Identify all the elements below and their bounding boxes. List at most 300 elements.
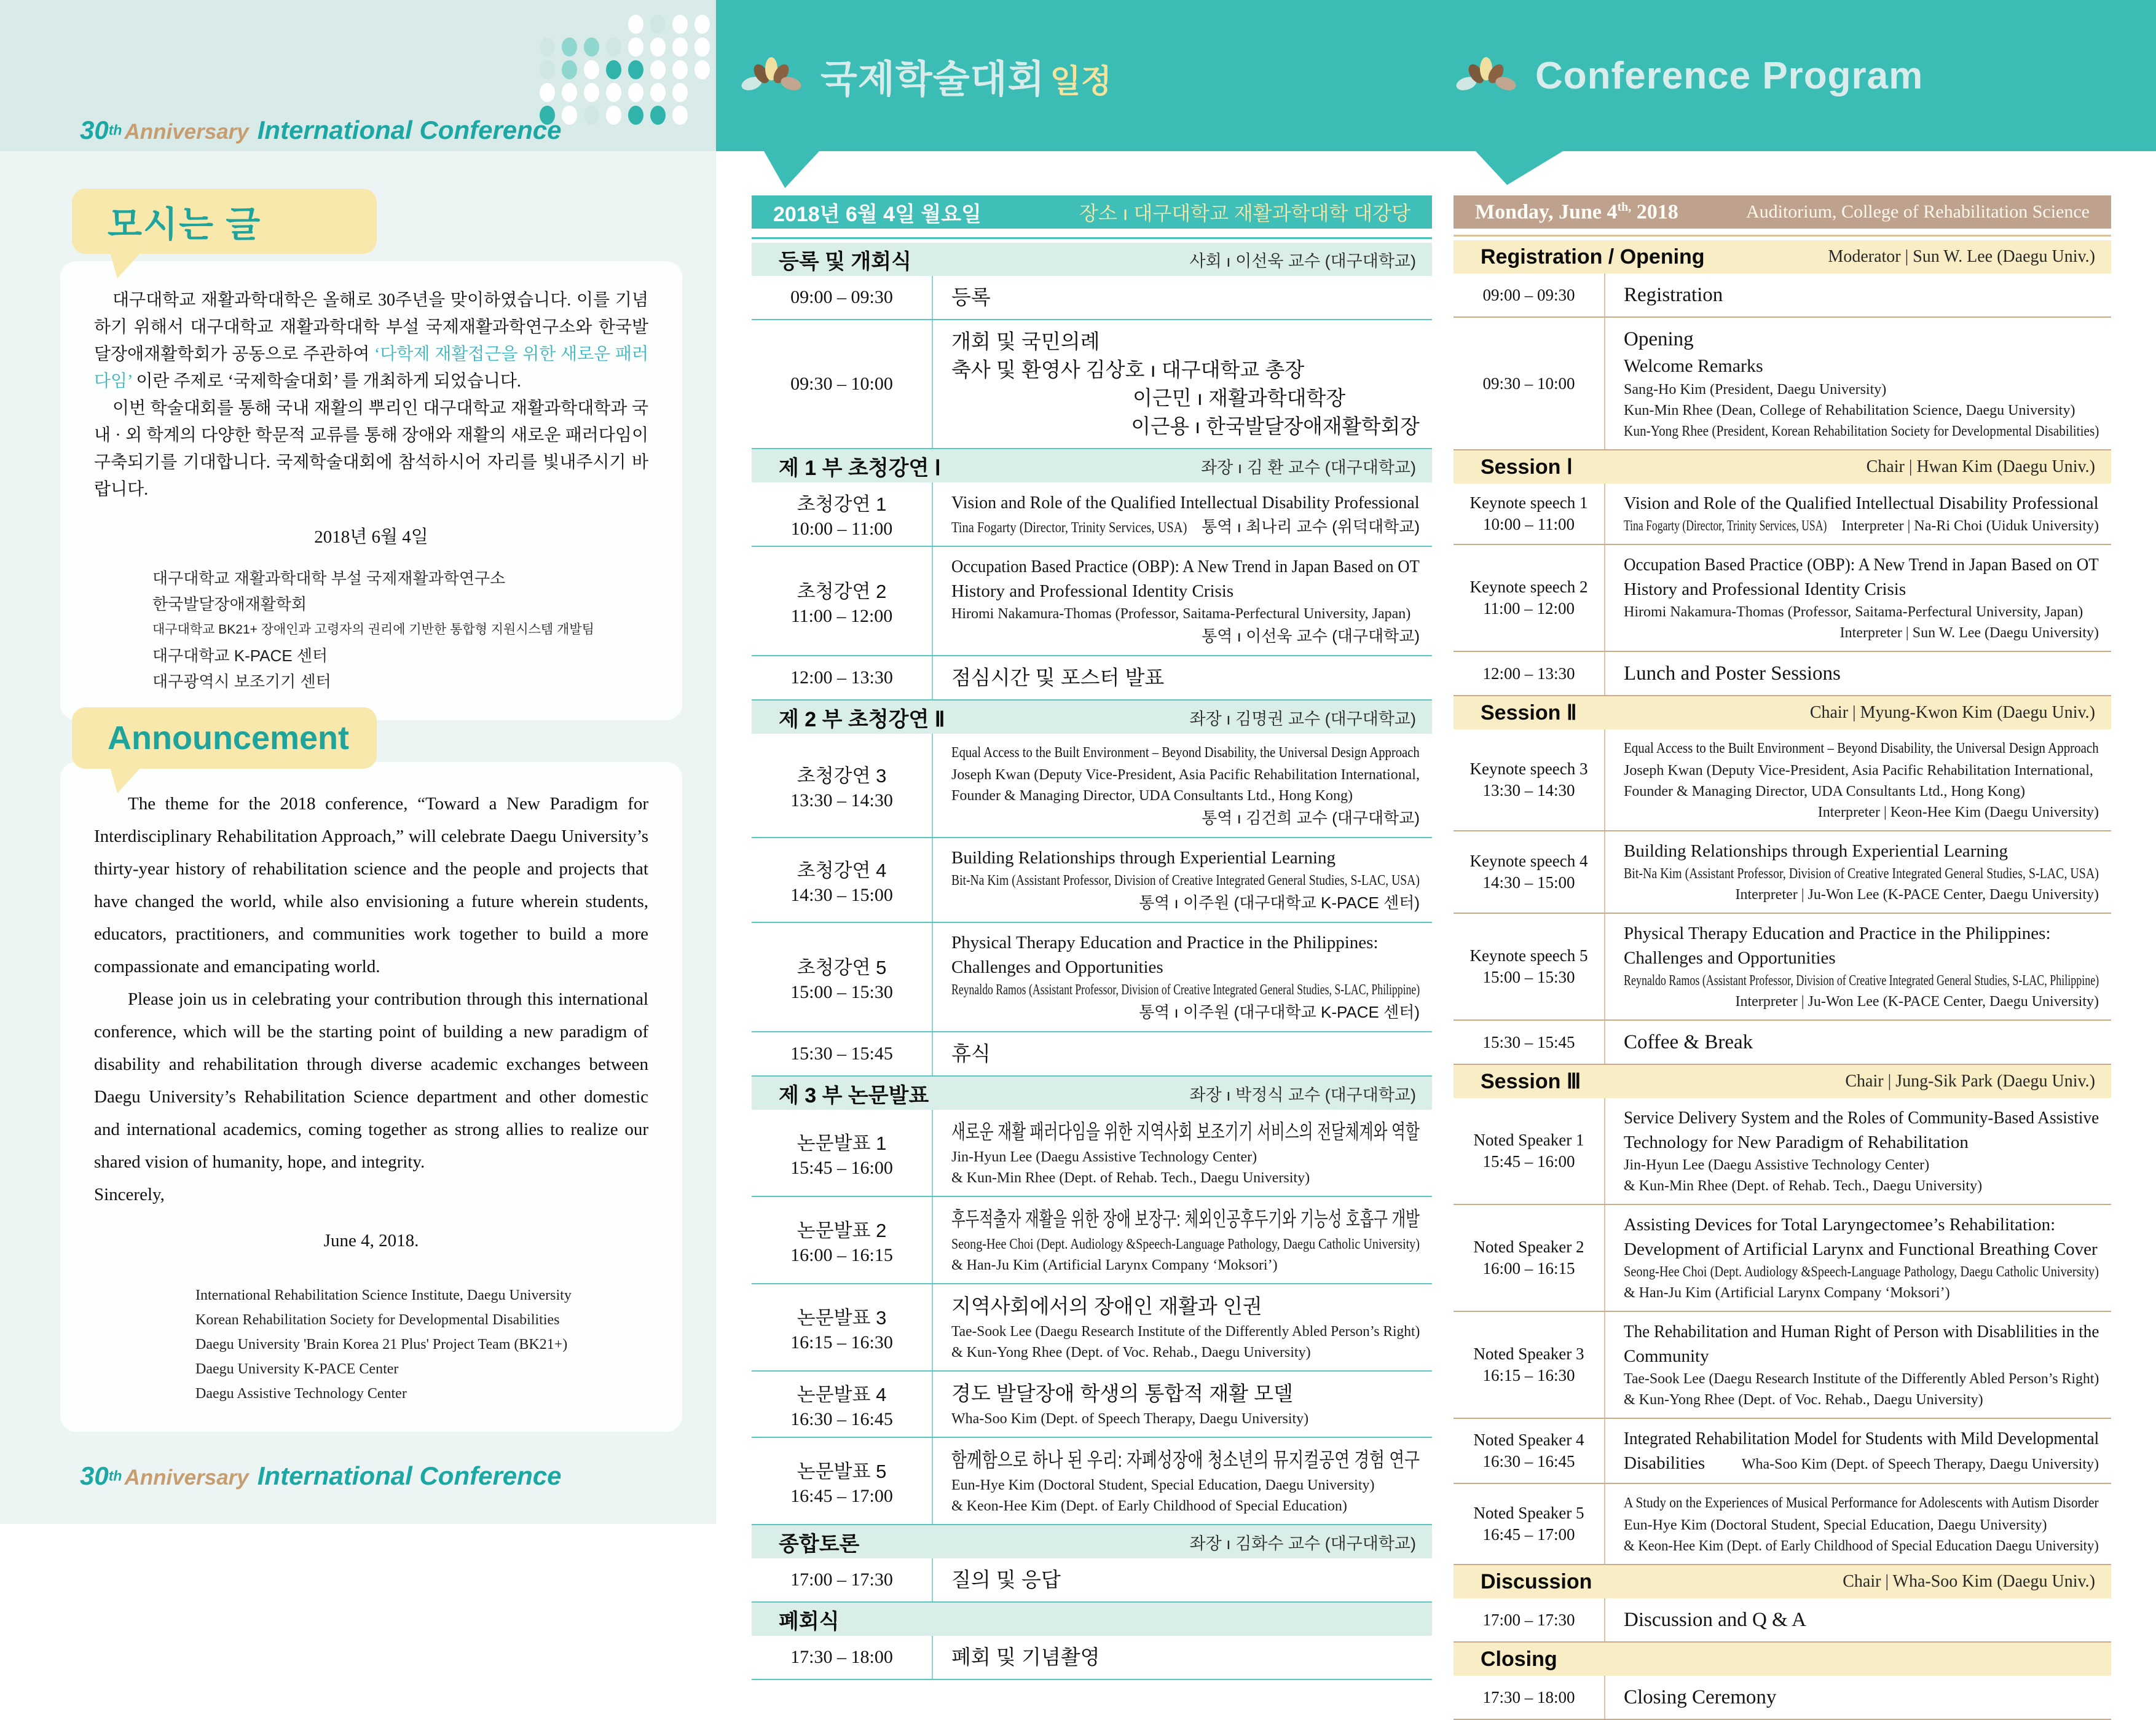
time-cell [752,1636,932,1679]
time-cell [752,656,932,699]
banner-tail-right [1476,151,1563,185]
time-cell [752,1558,932,1601]
schedule-row [752,1032,1432,1077]
row-time: 10:00 – 11:00 [790,519,893,539]
row-time: 09:00 – 09:30 [1482,285,1575,304]
section-label: Session Ⅰ [1481,455,1573,479]
content-cell [1604,1598,2111,1641]
section-chair-note: Chair | Wha-Soo Kim (Daegu Univ.) [1843,1572,2095,1591]
content-cell [1604,1676,2111,1719]
time-cell [752,1284,932,1370]
schedule-row [1454,545,2111,652]
schedule-line: Opening [1624,328,1694,350]
schedule-row [752,1636,1432,1680]
organization-line: International Rehabilitation Science Institute, Daegu University [195,1287,572,1303]
schedule-row [752,838,1432,923]
schedule-line: Interpreter | Keon-Hee Kim (Daegu University) [1817,804,2099,820]
content-cell [1604,1205,2111,1311]
row-time: 15:45 – 16:00 [1482,1152,1575,1171]
row-label: 논문발표 3 [797,1306,887,1329]
section-chair-note: Chair | Myung-Kwon Kim (Daegu Univ.) [1809,703,2095,722]
schedule-line: Joseph Kwan (Deputy Vice-President, Asia Pacific Rehabilitation International, [1624,763,2093,779]
schedule-section-header [1454,1643,2111,1676]
content-cell [1604,1419,2111,1483]
brand-th: th [108,1467,122,1484]
content-cell [1604,1312,2111,1418]
schedule-row [752,482,1432,547]
schedule-line: Kun-Yong Rhee (President, Korean Rehabilitation Society for Developmental Disabilities) [1624,423,2099,439]
schedule-line: 후두적출자 재활을 위한 장애 보장구: 체외인공후두기와 기능성 호흡구 개발 [951,1208,1420,1230]
schedule-row [1454,1021,2111,1065]
brand-header [80,116,562,145]
invitation-title: 모시는 글 [108,205,262,245]
schedule-line: Challenges and Opportunities [1624,948,1836,968]
schedule-line: Eun-Hye Kim (Doctoral Student, Special Education, Daegu University) [951,1477,1375,1493]
brand-footer [80,1461,562,1491]
english-program-banner [1455,0,1923,151]
announcement-title: Announcement [108,720,350,756]
schedule-row [752,1558,1432,1603]
organization-line: 대구광역시 보조기기 센터 [152,672,331,691]
dot [694,60,710,79]
schedule-line: Reynaldo Ramos (Assistant Professor, Division of Creative Integrated General Studies, S-LAC, Philippine) [951,982,1420,998]
content-cell [932,838,1432,922]
row-label: 초청강연 3 [797,764,887,787]
schedule-line: 이근용 ı 한국발달장애재활학회장 [1131,415,1420,438]
schedule-line: Interpreter | Ju-Won Lee (K-PACE Center, Daegu University) [1735,887,2099,903]
line-right-note: Wha-Soo Kim (Dept. of Speech Therapy, Daegu University) [1741,1456,2099,1472]
schedule-line: Sang-Ho Kim (President, Daegu University) [1624,382,1887,398]
korean-banner-accent: 일정 [1050,63,1112,100]
schedule-section-header [752,1603,1432,1636]
schedule-row [1454,914,2111,1021]
schedule-line: Closing Ceremony [1624,1686,1777,1708]
schedule-line: Lunch and Poster Sessions [1624,662,1841,685]
line-right-note: 통역 ı 최나리 교수 (위덕대학교) [1202,517,1420,536]
row-time: 16:15 – 16:30 [1482,1366,1575,1384]
row-time: 16:15 – 16:30 [790,1332,893,1353]
schedule-line: Occupation Based Practice (OBP): A New Trend in Japan Based on OT [1624,555,2099,575]
english-banner-title: Conference Program [1535,54,1924,97]
schedule-line: History and Professional Identity Crisis [1624,579,1906,599]
dot [628,15,643,34]
schedule-section-header [752,1077,1432,1110]
time-cell [1454,1205,1604,1311]
time-cell [752,1032,932,1075]
schedule-line: Welcome Remarks [1624,356,1763,376]
schedule-line: & Kun-Yong Rhee (Dept. of Voc. Rehab., Daegu University) [951,1345,1311,1361]
schedule-row [1454,1598,2111,1643]
schedule-row [1454,273,2111,318]
schedule-row [1454,1312,2111,1419]
schedule-row [752,1284,1432,1372]
dot [650,106,666,125]
content-cell [932,482,1432,546]
brand-anniversary: Anniversary [124,1466,249,1490]
schedule-line: 경도 발달장애 학생의 통합적 재활 모델 [951,1382,1293,1405]
schedule-line: Equal Access to the Built Environment – Beyond Disability, the Universal Design Approach [951,745,1420,761]
dot [672,60,688,79]
row-time: 17:30 – 18:00 [1482,1687,1575,1706]
schedule-line [1624,1451,2099,1475]
schedule-line: 개회 및 국민의례 [951,330,1100,353]
schedule-line: Building Relationships through Experiential Learning [951,848,1336,868]
schedule-line: & Kun-Min Rhee (Dept. of Rehab. Tech., Daegu University) [1624,1178,1983,1194]
invitation-host-organizations [152,565,648,694]
dot [650,37,666,57]
section-label: Registration / Opening [1481,245,1705,269]
row-label: Noted Speaker 4 [1473,1431,1584,1449]
row-label: Keynote speech 1 [1469,493,1588,512]
schedule-row [752,1372,1432,1438]
schedule-row [1454,484,2111,545]
dot [606,83,621,102]
row-time: 09:30 – 10:00 [790,374,893,394]
schedule-line: Occupation Based Practice (OBP): A New Trend in Japan Based on OT [951,557,1420,576]
schedule-section-header [1454,1565,2111,1598]
dot [628,83,643,102]
flower-leaf-icon [1455,55,1517,96]
announcement-sincerely: Sincerely, [94,1185,165,1204]
dot [562,37,577,57]
schedule-line: Equal Access to the Built Environment – Beyond Disability, the Universal Design Approach [1624,740,2099,756]
time-cell [752,734,932,837]
organization-line: 대구대학교 BK21+ 장애인과 고령자의 권리에 기반한 통합형 지원시스템 개발팀 [152,622,594,637]
invitation-date: 2018년 6월 4일 [314,527,428,547]
english-date: Monday, June $4^{th,}$ 2018 [1475,200,1678,224]
schedule-row [1454,1205,2111,1312]
schedule-line: 축사 및 환영사 김상호 ı 대구대학교 총장 [951,358,1305,381]
dot [562,83,577,102]
dot [694,15,710,34]
row-time: 15:30 – 15:45 [1482,1032,1575,1051]
line-text: Tina Fogarty (Director, Trinity Services, USA) [1624,518,1827,534]
time-cell [752,838,932,922]
schedule-line: Kun-Min Rhee (Dean, College of Rehabilitation Science, Daegu University) [1624,403,2075,418]
schedule-line: Community [1624,1346,1709,1366]
schedule-line: Physical Therapy Education and Practice in the Philippines: [951,933,1379,952]
content-cell [1604,545,2111,651]
schedule-row [1454,1676,2111,1720]
schedule-section-header [1454,450,2111,484]
organization-line: 대구대학교 K-PACE 센터 [152,646,328,665]
row-time: 16:00 – 16:15 [1482,1259,1575,1278]
korean-schedule-banner [741,0,1112,151]
schedule-row [1454,831,2111,914]
schedule-row [752,276,1432,320]
schedule-line: Technology for New Paradigm of Rehabilitation [1624,1133,1969,1152]
content-cell [932,1438,1432,1524]
content-cell [932,1372,1432,1437]
row-time: 15:00 – 15:30 [790,981,893,1002]
brand-title: International Conference [257,116,562,144]
row-time: 14:30 – 15:00 [790,884,893,905]
content-cell [932,656,1432,699]
invitation-p1-pre: 대구대학교 재활과학대학은 올해로 30주년을 맞이하였습니다. 이를 기념하기 위해서 대구대학교 재활과학대학 부설 국제재활과학연구소와 한국발달장애재활학회가 공동으로 주관하여 [94,291,648,364]
section-label: Discussion [1481,1569,1592,1593]
content-cell [932,1636,1432,1679]
section-chair-note: Chair | Jung-Sik Park (Daegu Univ.) [1845,1072,2095,1091]
content-cell [932,923,1432,1031]
dot [584,83,599,102]
row-label: 초청강연 2 [797,580,887,602]
section-label: 폐회식 [779,1609,840,1633]
schedule-row [752,923,1432,1032]
time-cell [752,1438,932,1524]
schedule-line: A Study on the Experiences of Musical Performance for Adolescents with Autism Disorder [1624,1495,2099,1511]
invitation-bubble [72,189,377,254]
schedule-line: 등록 [951,286,991,308]
schedule-line: 지역사회에서의 장애인 재활과 인권 [951,1295,1262,1317]
invitation-p1-post: 이란 주제로 ‘국제학술대회’ 를 개최하게 되었습니다. [132,372,521,391]
row-time: 15:30 – 15:45 [790,1043,893,1064]
schedule-line: Seong-Hee Choi (Dept. Audiology &Speech-Language Pathology, Daegu Catholic University) [951,1236,1420,1252]
time-cell [1454,652,1604,695]
left-panel [0,0,716,1524]
schedule-line: & Keon-Hee Kim (Dept. of Early Childhood of Special Education) [951,1498,1347,1514]
time-cell [1454,729,1604,830]
content-cell [1604,652,2111,695]
dot [650,15,666,34]
section-label: Closing [1481,1647,1557,1671]
schedule-row [1454,1484,2111,1565]
flower-leaf-icon [741,55,802,96]
line-text: Tina Fogarty (Director, Trinity Services, USA) [951,519,1187,536]
english-date-strip [1454,195,2111,229]
dot [672,15,688,34]
schedule-line: Vision and Role of the Qualified Intellectual Disability Professional [1624,493,2099,513]
brand-anniversary: Anniversary [124,120,249,144]
organization-line: Daegu Assistive Technology Center [195,1386,407,1402]
schedule-section-header [1454,240,2111,273]
schedule-row [1454,652,2111,696]
schedule-row [752,656,1432,701]
schedule-line: 폐회 및 기념촬영 [951,1646,1100,1668]
row-label: Noted Speaker 1 [1473,1131,1584,1149]
brand-30: 30 [80,1461,109,1490]
time-cell [1454,1419,1604,1483]
time-cell [1454,545,1604,651]
korean-schedule-table [752,237,1432,1680]
announcement-bubble [72,707,377,769]
schedule-section-header [1454,1065,2111,1098]
schedule-section-header [752,243,1432,276]
content-cell [932,1197,1432,1283]
row-time: 15:00 – 15:30 [1482,968,1575,986]
dot [562,106,577,125]
schedule-line: Bit-Na Kim (Assistant Professor, Division of Creative Integrated General Studies, S-LAC, USA) [1624,866,2099,882]
schedule-row [752,1110,1432,1197]
row-label: 논문발표 4 [797,1383,887,1405]
time-cell [752,1197,932,1283]
invitation-paragraph-1 [94,287,648,395]
schedule-line: Assisting Devices for Total Laryngectomee’s Rehabilitation: [1624,1215,2056,1235]
invitation-paragraph-2: 이번 학술대회를 통해 국내 재활의 뿌리인 대구대학교 재활과학대학과 국내 · 외 학계의 다양한 학문적 교류를 통해 장애와 재활의 새로운 패러다임이 구축되기를 기대합니다. 국제학술대회에 참석하시어 자리를 빛내주시기 바랍니다. [94,399,648,499]
schedule-line: Tae-Sook Lee (Daegu Research Institute of the Differently Abled Person’s Right) [951,1324,1420,1340]
time-cell [752,1110,932,1196]
time-cell [752,547,932,655]
dot [672,106,688,125]
time-cell [1454,1312,1604,1418]
schedule-line: 휴식 [951,1042,991,1065]
section-chair-note: 좌장 ı 김명권 교수 (대구대학교) [1189,709,1416,728]
dot [628,60,643,79]
content-cell [1604,484,2111,544]
schedule-line [951,515,1420,538]
dot [628,106,643,125]
schedule-line: 질의 및 응답 [951,1568,1061,1591]
brand-title: International Conference [257,1461,562,1490]
dot [650,83,666,102]
row-label: Keynote speech 5 [1469,946,1588,965]
korean-banner-title: 국제학술대회 [820,58,1045,101]
schedule-line: Physical Therapy Education and Practice in the Philippines: [1624,924,2051,943]
section-chair-note: 좌장 ı 김 환 교수 (대구대학교) [1201,458,1416,477]
announcement-host-organizations [195,1283,648,1406]
section-label: Session Ⅱ [1481,701,1577,725]
schedule-line: & Kun-Yong Rhee (Dept. of Voc. Rehab., Daegu University) [1624,1392,1983,1408]
content-cell [1604,729,2111,830]
schedule-line: Jin-Hyun Lee (Daegu Assistive Technology Center) [951,1149,1257,1165]
row-time: 09:30 – 10:00 [1482,374,1575,393]
schedule-row [752,734,1432,838]
row-time: 12:00 – 13:30 [1482,664,1575,683]
schedule-line: 이근민 ı 재활과학대학장 [1133,387,1346,409]
section-chair-note: 좌장 ı 박정식 교수 (대구대학교) [1189,1085,1416,1104]
time-cell [752,276,932,319]
section-label: 등록 및 개회식 [779,249,911,273]
row-label: 논문발표 2 [797,1219,887,1241]
schedule-line: Jin-Hyun Lee (Daegu Assistive Technology Center) [1624,1157,1930,1173]
row-time: 15:45 – 16:00 [790,1157,893,1178]
time-cell [1454,1598,1604,1641]
schedule-line: Founder & Managing Director, UDA Consultants Ltd., Hong Kong) [1624,783,2025,799]
schedule-line: & Keon-Hee Kim (Dept. of Early Childhood of Special Education Daegu University) [1624,1538,2099,1554]
row-time: 17:00 – 17:30 [790,1569,893,1590]
row-time: 16:45 – 17:00 [1482,1525,1575,1544]
dot [606,37,621,57]
time-cell [1454,1098,1604,1204]
dot [672,37,688,57]
content-cell [932,1284,1432,1370]
organization-line: 한국발달장애재활학회 [152,595,307,613]
time-cell [1454,1676,1604,1719]
row-time: 17:00 – 17:30 [1482,1610,1575,1629]
dot [606,60,621,79]
time-cell [752,482,932,546]
organization-line: Daegu University K-PACE Center [195,1361,399,1377]
english-venue: Auditorium, College of Rehabilitation Science [1745,202,2090,222]
dot [650,60,666,79]
content-cell [932,734,1432,837]
row-time: 16:00 – 16:15 [790,1244,893,1265]
row-label: Keynote speech 4 [1469,852,1588,870]
section-label: Session Ⅲ [1481,1070,1581,1093]
dot [694,37,710,57]
invitation-card [60,261,682,720]
content-cell [1604,1098,2111,1204]
row-label: 논문발표 1 [797,1132,887,1154]
schedule-line: The Rehabilitation and Human Right of Person with Disablilities in the [1624,1322,2099,1341]
line-right-note: Interpreter | Na-Ri Choi (Uiduk University) [1841,518,2099,534]
time-cell [1454,1021,1604,1064]
announcement-date: June 4, 2018. [323,1231,419,1251]
schedule-line: Building Relationships through Experiential Learning [1624,841,2008,861]
dot [562,60,577,79]
schedule-section-header [1454,696,2111,729]
schedule-line: Hiromi Nakamura-Thomas (Professor, Saitama-Perfectural University, Japan) [951,606,1411,622]
row-time: 12:00 – 13:30 [790,667,893,688]
content-cell [932,1558,1432,1601]
schedule-section-header [752,701,1432,734]
brand-30: 30 [80,116,109,144]
schedule-line: History and Professional Identity Crisis [951,581,1234,601]
dot [540,37,555,57]
content-cell [932,1032,1432,1075]
schedule-row [752,1438,1432,1525]
schedule-line: & Han-Ju Kim (Artificial Larynx Company ‘Moksori’) [951,1257,1278,1273]
section-chair-note: Chair | Hwan Kim (Daegu Univ.) [1866,457,2095,476]
section-label: 종합토론 [779,1532,860,1556]
row-time: 10:00 – 11:00 [1482,515,1575,533]
dot [584,60,599,79]
schedule-line: Eun-Hye Kim (Doctoral Student, Special Education, Daegu University) [1624,1517,2047,1533]
row-time: 16:30 – 16:45 [790,1408,893,1429]
schedule-line: 새로운 재활 패러다임을 위한 지역사회 보조기기 서비스의 전달체계와 역할 [951,1120,1420,1143]
row-time: 13:30 – 14:30 [790,790,893,811]
schedule-line: 함께함으로 하나 된 우리: 자폐성장애 청소년의 뮤지컬공연 경험 연구 [951,1448,1420,1471]
schedule-row [1454,1419,2111,1484]
time-cell [752,1372,932,1437]
schedule-section-header [752,449,1432,482]
content-cell [932,547,1432,655]
dot [606,106,621,125]
schedule-line: Development of Artificial Larynx and Functional Breathing Cover [1624,1239,2098,1259]
schedule-line: 통역 ı 김건희 교수 (대구대학교) [1202,809,1420,827]
schedule-row [752,320,1432,449]
schedule-line: & Kun-Min Rhee (Dept. of Rehab. Tech., Daegu University) [951,1170,1310,1186]
schedule-line: Hiromi Nakamura-Thomas (Professor, Saitama-Perfectural University, Japan) [1624,604,2083,620]
content-cell [932,1110,1432,1196]
schedule-line [1624,516,2099,536]
time-cell [752,923,932,1031]
content-cell [932,276,1432,319]
schedule-line: 통역 ı 이주원 (대구대학교 K-PACE 센터) [1139,893,1420,912]
row-time: 11:00 – 12:00 [1482,599,1575,618]
time-cell [1454,273,1604,316]
line-text: Disabilities [1624,1453,1706,1473]
dot [628,37,643,57]
row-time: 09:00 – 09:30 [790,287,893,307]
row-time: 16:45 – 17:00 [790,1485,893,1506]
dot [584,37,599,57]
announcement-paragraph-2: Please join us in celebrating your contribution through this international conference, which will be the starting point of building a new paradigm of disability and rehabilitation through diverse academic exchanges between Daegu University’s Rehabilitation Science department and other domestic and international academics, coming together as strong allies to realize our shared vision of humanity, hope, and integrity. [94,989,648,1172]
time-cell [1454,484,1604,544]
section-label: 제 2 부 초청강연 Ⅱ [779,707,945,731]
organization-line: Daegu University 'Brain Korea 21 Plus' Project Team (BK21+) [195,1337,568,1353]
row-time: 17:30 – 18:00 [790,1647,893,1667]
section-chair-note: Moderator | Sun W. Lee (Daegu Univ.) [1828,247,2095,266]
content-cell [1604,1484,2111,1564]
dot [540,83,555,102]
organization-line: 대구대학교 재활과학대학 부설 국제재활과학연구소 [152,569,506,587]
schedule-row [1454,1098,2111,1205]
schedule-row [752,547,1432,656]
english-schedule-table [1454,235,2111,1720]
content-cell [1604,831,2111,913]
schedule-line: 통역 ı 이주원 (대구대학교 K-PACE 센터) [1139,1003,1420,1021]
announcement-paragraph-1: The theme for the 2018 conference, “Toward a New Paradigm for Interdisciplinary Rehabilitation Approach,” will celebrate Daegu University’s thirty-year history of rehabilitation science and the people and projects that have changed the world, while also envisioning a future wherein students, educators, practitioners, and communities work together to build a more compassionate and emancipating world. [94,794,648,976]
